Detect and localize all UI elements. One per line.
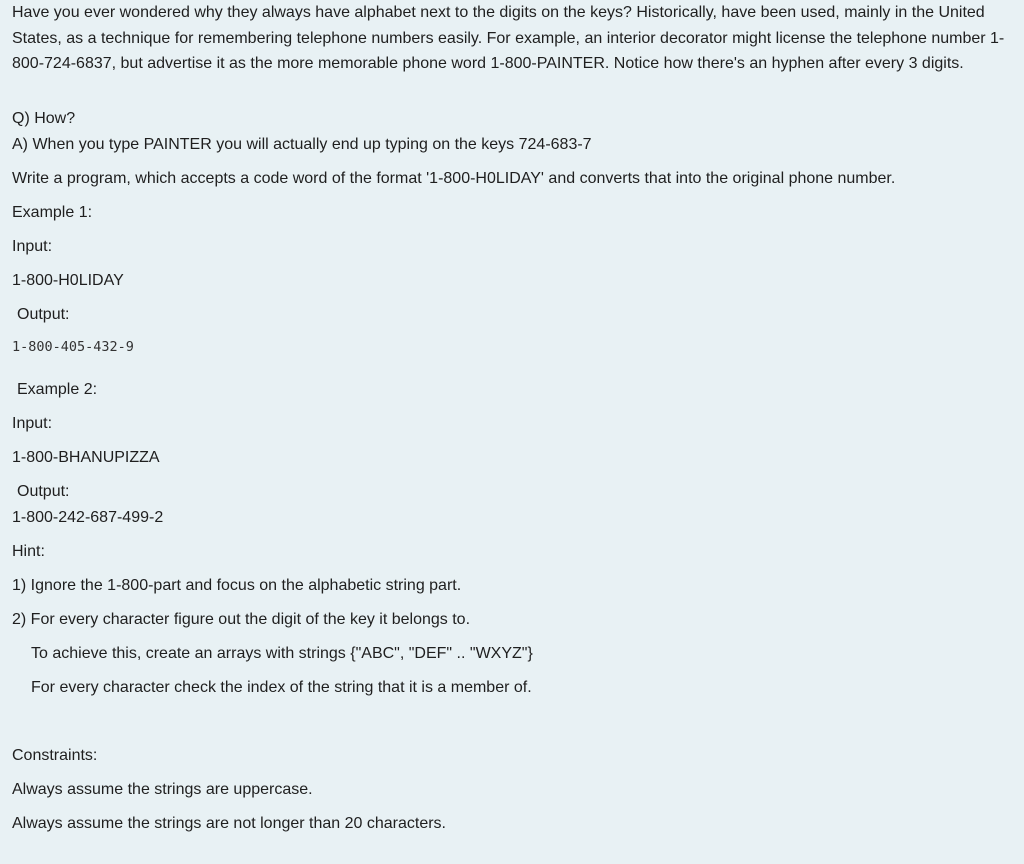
hint-item-1: 1) Ignore the 1-800-part and focus on the alphabetic string part.: [12, 577, 462, 594]
example2-input-value: 1-800-BHANUPIZZA: [12, 449, 160, 466]
example2-output-label: Output:: [17, 483, 70, 500]
example1-output-label: Output:: [17, 306, 70, 323]
task-description: Write a program, which accepts a code word of the format '1-800-H0LIDAY' and converts that into the original phone number.: [12, 170, 896, 187]
example2-output-value: 1-800-242-687-499-2: [12, 509, 164, 526]
example2-heading: Example 2:: [17, 381, 98, 398]
example1-heading: Example 1:: [12, 204, 93, 221]
question-line: Q) How?: [12, 110, 76, 127]
hint-sub-item-1: To achieve this, create an arrays with strings {"ABC", "DEF" .. "WXYZ"}: [31, 645, 533, 662]
example1-input-value: 1-800-H0LIDAY: [12, 272, 124, 289]
example1-input-label: Input:: [12, 238, 53, 255]
example2-input-label: Input:: [12, 415, 53, 432]
hint-item-2: 2) For every character figure out the digit of the key it belongs to.: [12, 611, 471, 628]
constraint-item-2: Always assume the strings are not longer than 20 characters.: [12, 815, 446, 832]
hint-sub-item-2: For every character check the index of the string that it is a member of.: [31, 679, 532, 696]
intro-paragraph: Have you ever wondered why they always have alphabet next to the digits on the keys? Historically, have been used, mainly in the United States, as a technique for remembering telephone numbers easily. For example, an interior decorator might license the telephone number 1-800-724-6837, but advertise it as the more memorable phone word 1-800-PAINTER. Notice how there's an hyphen after every 3 digits.: [12, 4, 1005, 72]
example1-output-value: 1-800-405-432-9: [12, 339, 134, 355]
constraint-item-1: Always assume the strings are uppercase.: [12, 781, 313, 798]
answer-line: A) When you type PAINTER you will actually end up typing on the keys 724-683-7: [12, 136, 592, 153]
constraints-heading: Constraints:: [12, 747, 98, 764]
hint-heading: Hint:: [12, 543, 45, 560]
